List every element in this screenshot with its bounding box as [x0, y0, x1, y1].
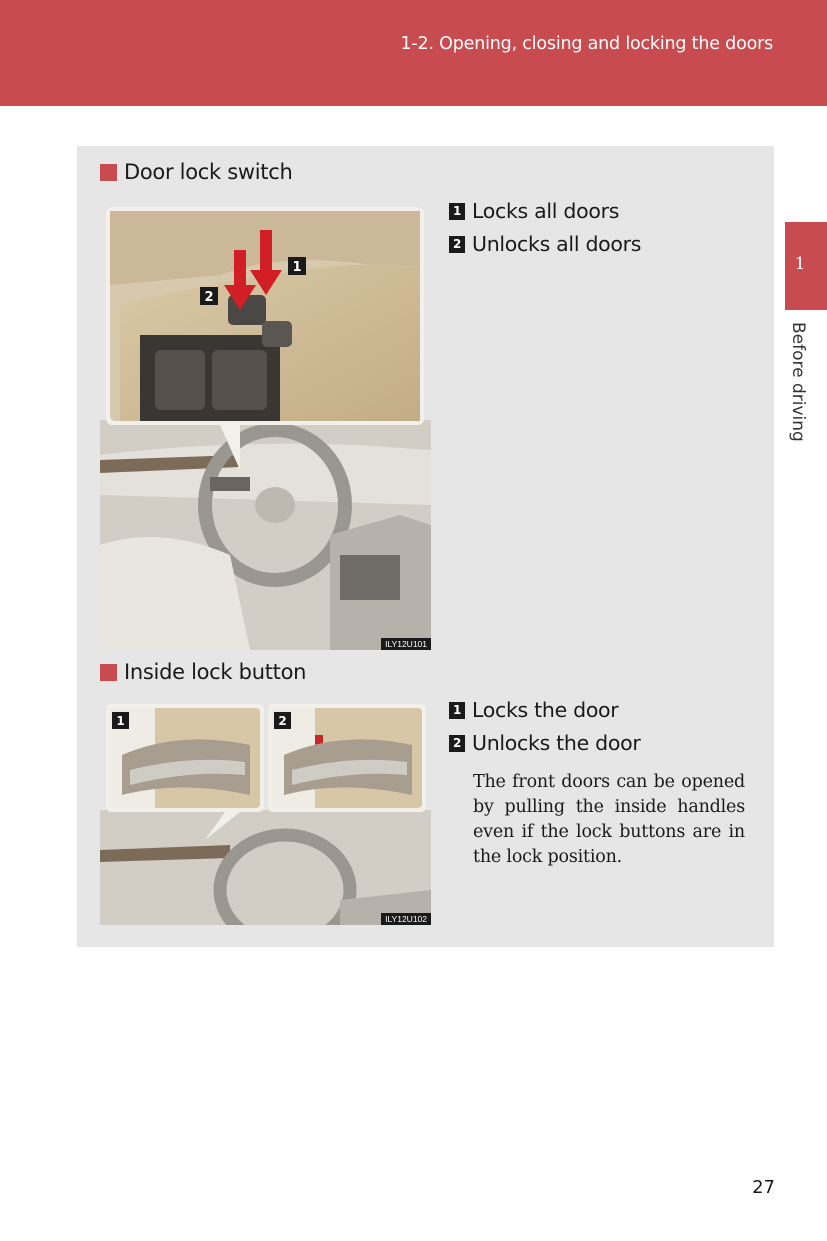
item-number: 1	[449, 203, 465, 220]
figure-id: ILY12U102	[381, 913, 431, 925]
item-number: 1	[449, 702, 465, 719]
item-text: Unlocks the door	[472, 731, 641, 755]
door-lock-switch-illustration	[100, 205, 431, 650]
item-text: Locks all doors	[472, 199, 620, 223]
chapter-tab-number: 1	[794, 254, 806, 274]
item-text: Unlocks all doors	[472, 232, 642, 256]
item-number: 2	[449, 735, 465, 752]
section-heading-door-lock-switch	[100, 160, 292, 184]
door-lock-switch-figure	[100, 205, 431, 650]
section-marker-icon	[100, 664, 117, 681]
note-text: The front doors can be opened by pulling the inside handles even if the lock buttons are in the lock position.	[473, 772, 745, 867]
figure-callout-2: 2	[204, 290, 214, 305]
list-item	[449, 731, 640, 755]
list-item	[449, 698, 618, 722]
section-heading-inside-lock-button	[100, 660, 306, 684]
page-number: 27	[752, 1177, 775, 1198]
chapter-tab-label: Before driving	[788, 322, 808, 442]
list-item	[449, 232, 641, 256]
chapter-title: 1-2. Opening, closing and locking the doors	[400, 34, 773, 54]
item-number: 2	[449, 236, 465, 253]
figure-callout-1: 1	[116, 714, 125, 728]
page-header	[0, 0, 827, 106]
list-item	[449, 199, 619, 223]
section-title: Inside lock button	[124, 660, 307, 684]
item-text: Locks the door	[472, 698, 619, 722]
inside-lock-button-figure	[100, 700, 431, 925]
figure-callout-2: 2	[278, 714, 287, 728]
chapter-tab	[785, 222, 827, 310]
figure-id: ILY12U101	[381, 638, 431, 650]
section-title: Door lock switch	[124, 160, 293, 184]
section-marker-icon	[100, 164, 117, 181]
figure-callout-1: 1	[292, 260, 302, 275]
inside-lock-button-illustration	[100, 700, 431, 925]
